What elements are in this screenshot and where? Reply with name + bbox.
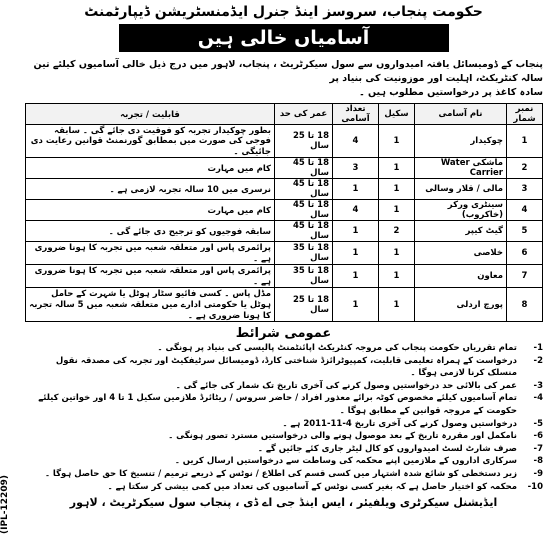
- table-row: [26, 125, 543, 158]
- cell-post: مالی / قلار وسالی: [415, 179, 507, 200]
- cell-age: 18 تا 45 سال: [275, 179, 333, 200]
- table-header-row: [26, 104, 543, 125]
- condition-text: عمر کی بالائی حد درخواستیں وصول کرنے کی آخری تاریخ تک شمار کی جائے گی ۔: [175, 380, 517, 391]
- intro-paragraph: [24, 58, 543, 100]
- condition-text: درخواست کے ہمراہ تعلیمی قابلیت، کمپیوٹرائزڈ شناختی کارڈ، ڈومیسائل سرٹیفکیٹ اور تجربہ کی مصدقہ نقول منسلک کرنا لازمی ہوگا ۔: [55, 355, 517, 379]
- condition-number: -5: [533, 418, 543, 429]
- condition-number: -4: [533, 393, 543, 404]
- cell-post: سینٹری ورکر (خاکروب): [415, 200, 507, 221]
- cell-post: معاون: [415, 265, 507, 288]
- ad-reference-number: (IPL-12209): [0, 475, 10, 535]
- condition-number: -2: [533, 355, 543, 366]
- cell-scale: 1: [379, 125, 415, 158]
- condition-text: درخواستیں وصول کرنے کی آخری تاریخ 4-11-2011 ہے ۔: [282, 418, 517, 429]
- conditions-list: [20, 342, 547, 493]
- cell-qualification: بطور چوکیدار تجربہ کو فوقیت دی جائے گی ۔ سابقہ فوجی کی صورت میں بمطابق گورنمنٹ قوانین رعایت دی جائیگی ۔: [26, 125, 275, 158]
- cell-qualification: مڈل پاس ۔ کسی فائیو سٹار ہوٹل یا شہرت کے حامل ہوٹل یا حکومتی ادارے میں متعلقہ شعبہ میں 5 سالہ تجربہ کا ہونا ضروری ہے ۔: [26, 288, 275, 322]
- cell-scale: 1: [379, 158, 415, 179]
- cell-serial: 1: [507, 125, 543, 158]
- cell-count: 4: [333, 125, 379, 158]
- cell-post: چوکیدار: [415, 125, 507, 158]
- col-header-count: تعداد آسامی: [333, 104, 379, 125]
- cell-count: 1: [333, 221, 379, 242]
- cell-age: 18 تا 45 سال: [275, 158, 333, 179]
- condition-text: نامکمل اور مقررہ تاریخ کے بعد موصول ہونے والی درخواستیں مسترد تصور ہونگی ۔: [168, 431, 517, 442]
- list-item: [24, 455, 543, 468]
- department-title: حکومت پنجاب، سروسز اینڈ جنرل ایڈمنسٹریشن ڈیپارٹمنٹ: [84, 4, 483, 20]
- cell-age: 18 تا 35 سال: [275, 242, 333, 265]
- cell-scale: 1: [379, 242, 415, 265]
- table-row: [26, 265, 543, 288]
- advertisement: [20, 2, 547, 538]
- col-header-scale: سکیل: [379, 104, 415, 125]
- cell-count: 4: [333, 200, 379, 221]
- list-item: [24, 342, 543, 355]
- cell-qualification: پرائمری پاس اور متعلقہ شعبہ میں تجربہ کا ہونا ضروری ہے ۔: [26, 265, 275, 288]
- condition-number: -1: [533, 343, 543, 353]
- cell-count: 1: [333, 265, 379, 288]
- condition-number: -8: [533, 456, 543, 467]
- cell-serial: 7: [507, 265, 543, 288]
- cell-qualification: سابقہ فوجیوں کو ترجیح دی جائے گی ۔: [26, 221, 275, 242]
- list-item: [24, 380, 543, 393]
- cell-qualification: کام میں مہارت: [26, 200, 275, 221]
- list-item: [24, 430, 543, 443]
- col-header-age: عمر کی حد: [275, 104, 333, 125]
- cell-age: 18 تا 45 سال: [275, 221, 333, 242]
- intro-line-2: سادہ کاغذ پر درخواستیں مطلوب ہیں ۔: [359, 87, 543, 98]
- table-row: [26, 200, 543, 221]
- cell-age: 18 تا 45 سال: [275, 200, 333, 221]
- col-header-serial: نمبر شمار: [507, 104, 543, 125]
- list-item: [24, 443, 543, 456]
- cell-count: 1: [333, 179, 379, 200]
- condition-text: تمام آسامیوں کیلئے مخصوص کوٹہ برائے معذور افراد / حاضر سروس / ریٹائرڈ ملازمین سکیل 1 تا 4 اور خواتین کیلئے حکومت کے مروجہ قوانین کے مطابق ہوگا ۔: [38, 393, 517, 416]
- condition-text: زیر دستخطی کو شائع شدہ اشتہار میں کسی قسم کی اطلاع / نوٹس کے ذریعے ترمیم / تنسیخ کا حق حاصل ہوگا ۔: [44, 468, 517, 479]
- cell-scale: 1: [379, 179, 415, 200]
- condition-number: -10: [527, 481, 543, 492]
- list-item: [24, 355, 543, 380]
- list-item: [24, 418, 543, 431]
- table-row: [26, 288, 543, 322]
- cell-scale: 1: [379, 288, 415, 322]
- cell-scale: 1: [379, 200, 415, 221]
- table-row: [26, 221, 543, 242]
- table-row: [26, 179, 543, 200]
- conditions-heading: عمومی شرائط: [235, 326, 332, 341]
- table-row: [26, 242, 543, 265]
- col-header-qualification: قابلیت / تجربہ: [26, 104, 275, 125]
- cell-scale: 1: [379, 265, 415, 288]
- condition-number: -3: [533, 380, 543, 391]
- condition-number: -7: [533, 443, 543, 454]
- cell-age: 18 تا 25 سال: [275, 288, 333, 322]
- vacancy-table: [25, 103, 543, 322]
- condition-text: سرکاری اداروں کے ملازمین اپنے محکمہ کی وساطت سے درخواستیں ارسال کریں ۔: [174, 456, 517, 467]
- condition-number: -9: [533, 468, 543, 479]
- cell-serial: 4: [507, 200, 543, 221]
- cell-post: پورچ اردلی: [415, 288, 507, 322]
- cell-post: گیٹ کیپر: [415, 221, 507, 242]
- condition-number: -6: [533, 431, 543, 442]
- cell-age: 18 تا 25 سال: [275, 125, 333, 158]
- table-row: [26, 158, 543, 179]
- list-item: [24, 392, 543, 417]
- cell-serial: 2: [507, 158, 543, 179]
- cell-serial: 6: [507, 242, 543, 265]
- cell-count: 3: [333, 158, 379, 179]
- cell-post: ماشکی Water Carrier: [415, 158, 507, 179]
- cell-scale: 2: [379, 221, 415, 242]
- cell-qualification: نرسری میں 10 سالہ تجربہ لازمی ہے ۔: [26, 179, 275, 200]
- signatory: ایڈیشنل سیکرٹری ویلفیئر ، ایس اینڈ جی اے ڈی ، پنجاب سول سیکرٹریٹ ، لاہور: [69, 496, 498, 510]
- list-item: [24, 468, 543, 481]
- cell-age: 18 تا 35 سال: [275, 265, 333, 288]
- cell-count: 1: [333, 288, 379, 322]
- cell-qualification: پرائمری پاس اور متعلقہ شعبہ میں تجربہ کا ہونا ضروری ہے ۔: [26, 242, 275, 265]
- condition-text: محکمہ کو اختیار حاصل ہے کہ بغیر کسی نوٹس کے آسامیوں کی تعداد میں کمی بیشی کر سکتا ہے ۔: [107, 481, 517, 492]
- cell-serial: 3: [507, 179, 543, 200]
- list-item: [24, 481, 543, 494]
- cell-serial: 8: [507, 288, 543, 322]
- cell-post: خلاصی: [415, 242, 507, 265]
- condition-text: تمام تقرریاں حکومت پنجاب کی مروجہ کنٹریکٹ اپائنٹمنٹ پالیسی کی بنیاد پر ہونگی ۔: [157, 343, 517, 353]
- vacancies-banner: آسامیاں خالی ہیں: [119, 24, 449, 52]
- condition-text: صرف شارٹ لسٹ امیدواروں کو کال لیٹر جاری کئے جائیں گے ۔: [257, 443, 517, 454]
- cell-serial: 5: [507, 221, 543, 242]
- col-header-post: نام آسامی: [415, 104, 507, 125]
- intro-line-1: پنجاب کے ڈومیسائل یافتہ امیدواروں سے سول سیکرٹریٹ ، پنجاب، لاہور میں درج ذیل خالی آسامیوں کیلئے تین سالہ کنٹریکٹ، اہلیت اور موزونیت کی بنیاد پر: [33, 59, 543, 84]
- cell-count: 1: [333, 242, 379, 265]
- cell-qualification: کام میں مہارت: [26, 158, 275, 179]
